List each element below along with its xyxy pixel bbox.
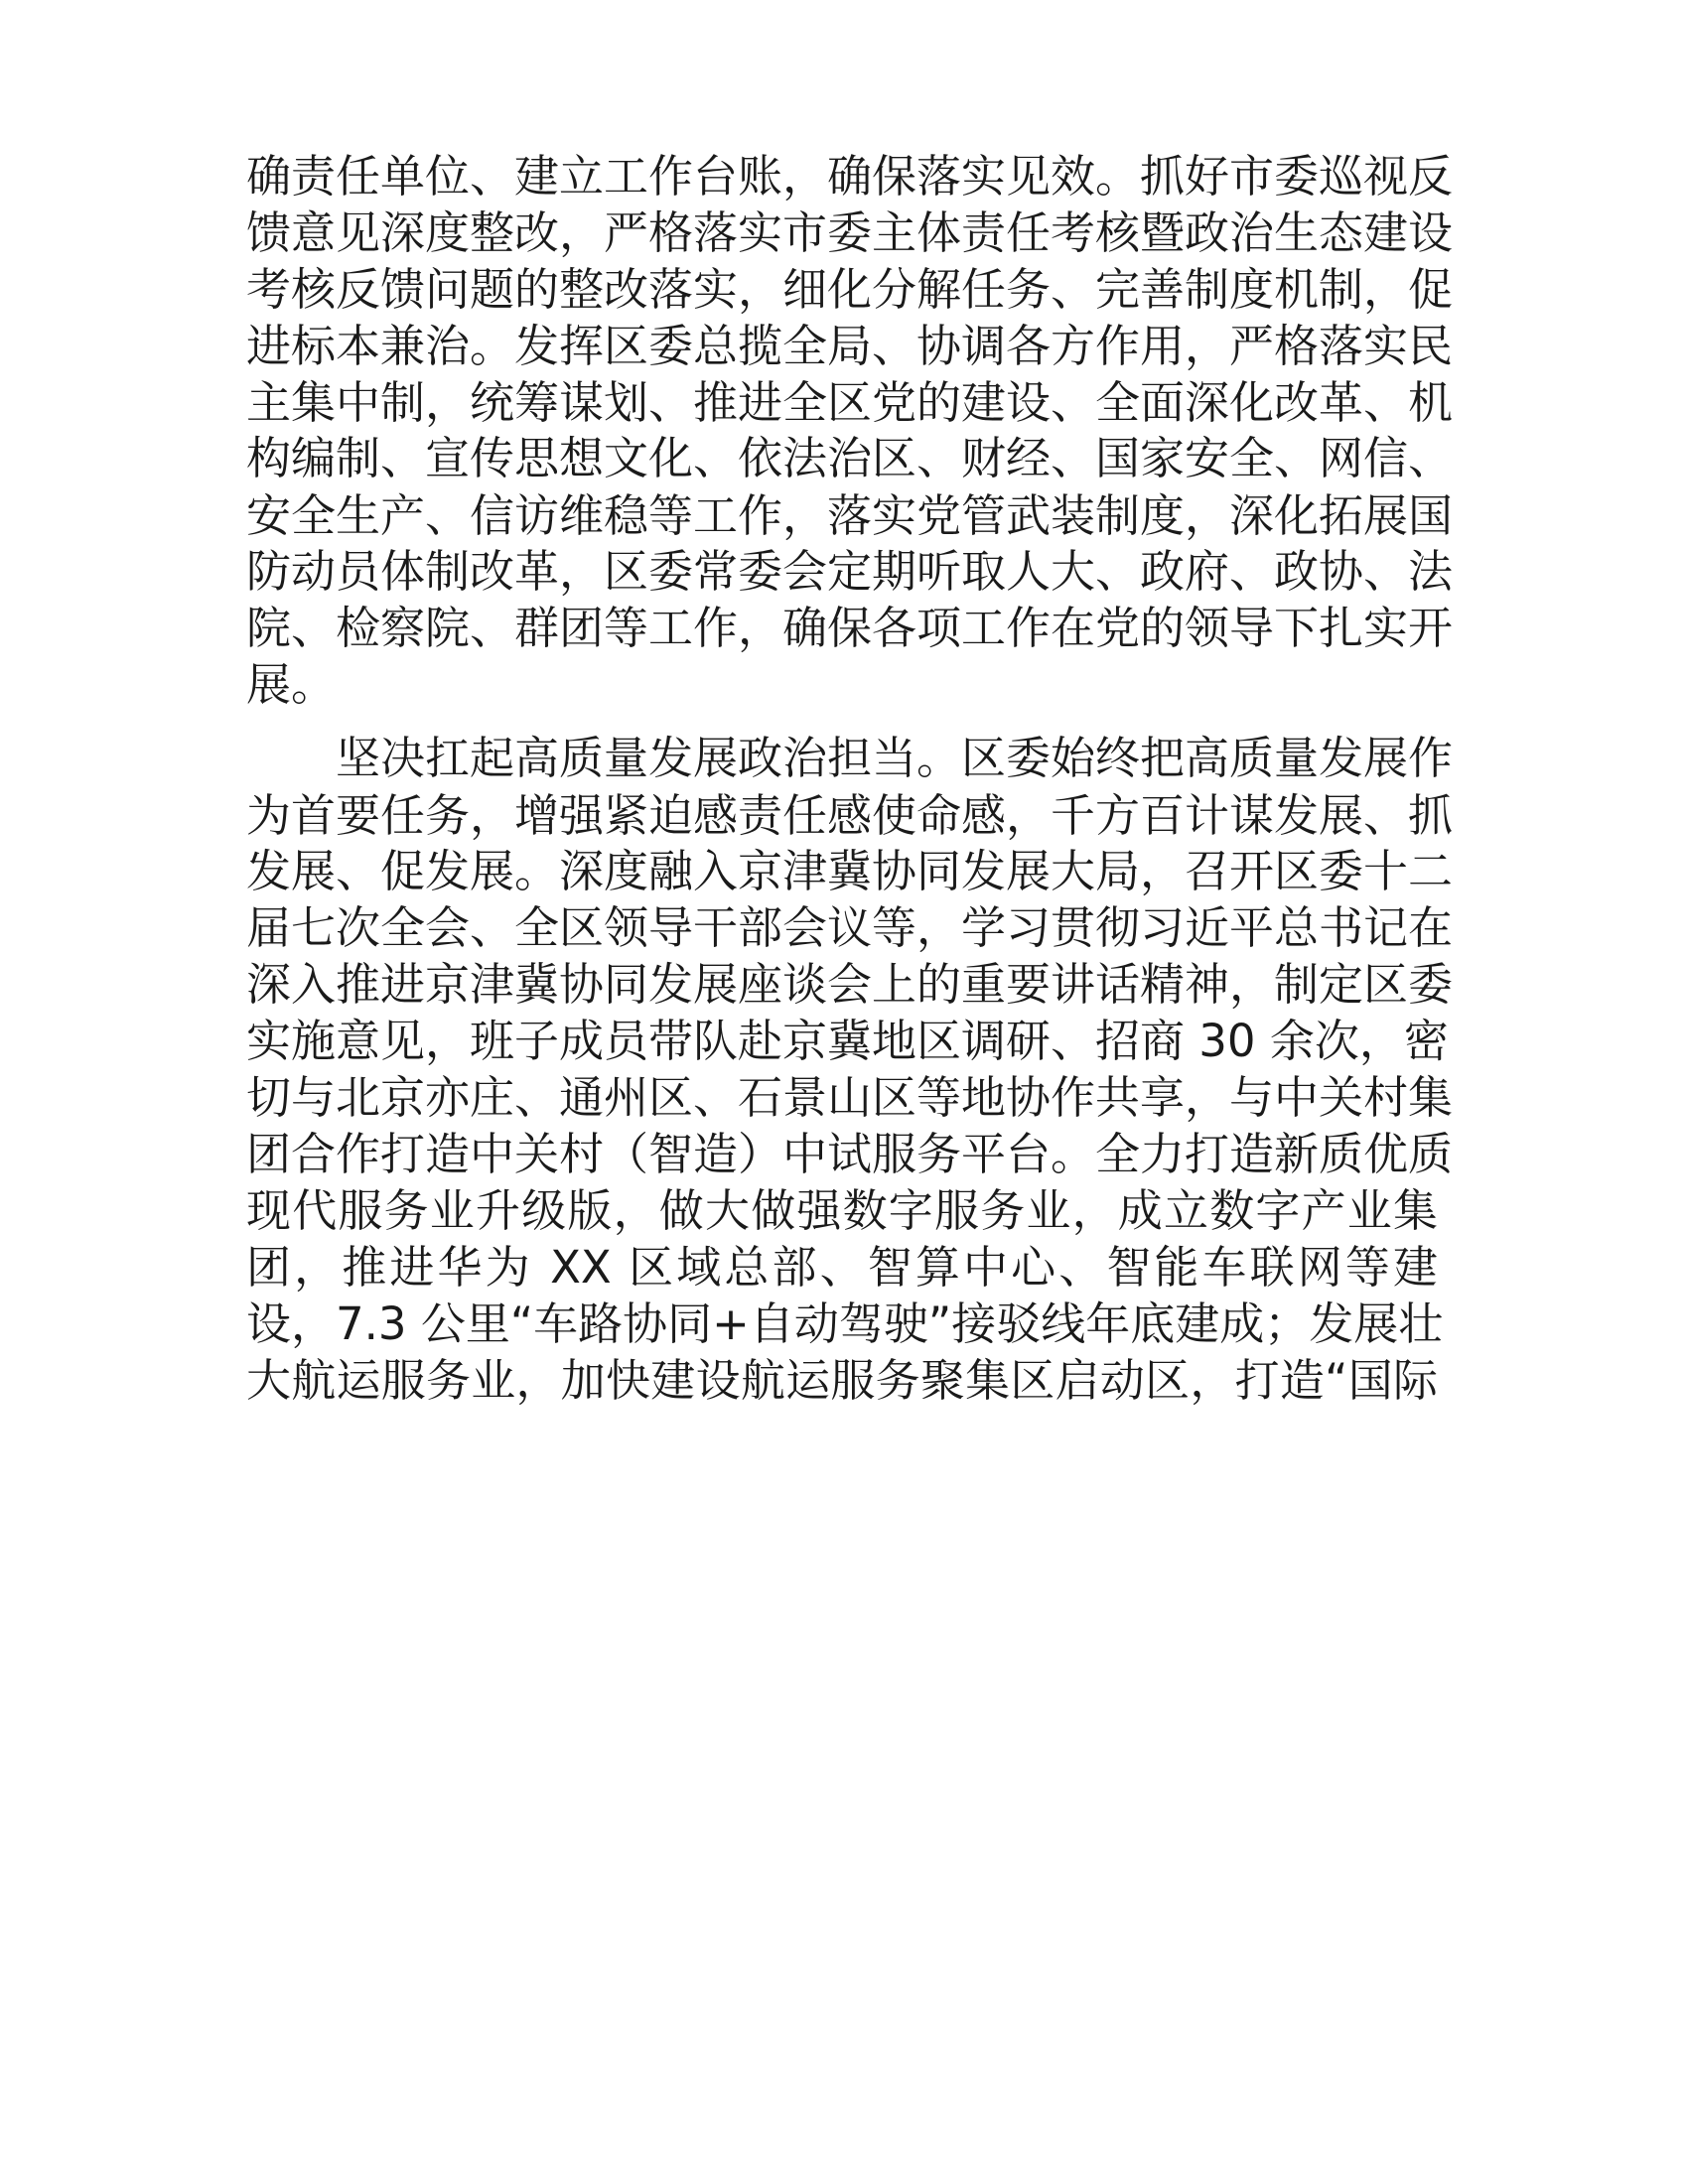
text-line: 馈意见深度整改，严格落实市委主体责任考核暨政治生态建设	[246, 206, 1454, 259]
text-line: 展。	[246, 658, 337, 711]
text-line: 现代服务业升级版，做大做强数字服务业，成立数字产业集	[246, 1184, 1438, 1237]
text-line: 确责任单位、建立工作台账，确保落实见效。抓好市委巡视反	[246, 150, 1454, 203]
text-line: 发展、促发展。深度融入京津冀协同发展大局，召开区委十二	[246, 845, 1454, 897]
text-line: 进标本兼治。发挥区委总揽全局、协调各方作用，严格落实民	[246, 320, 1454, 372]
text-line: 安全生产、信访维稳等工作，落实党管武装制度，深化拓展国	[246, 489, 1454, 542]
text-line: 主集中制，统筹谋划、推进全区党的建设、全面深化改革、机	[246, 376, 1454, 429]
text-line: 大航运服务业，加快建设航运服务聚集区启动区，打造“国际	[246, 1354, 1438, 1407]
text-line: 防动员体制改革，区委常委会定期听取人大、政府、政协、法	[246, 545, 1454, 598]
text-line: 团合作打造中关村（智造）中试服务平台。全力打造新质优质	[246, 1128, 1454, 1180]
paragraph-heading-line: 坚决扛起高质量发展政治担当。区委始终把高质量发展作	[336, 732, 1454, 784]
text-line: 考核反馈问题的整改落实，细化分解任务、完善制度机制，促	[246, 263, 1454, 316]
text-line: 届七次全会、全区领导干部会议等，学习贯彻习近平总书记在	[246, 901, 1454, 954]
text-line: 设，7.3 公里“车路协同+自动驾驶”接驳线年底建成；发展壮	[246, 1297, 1444, 1350]
text-line: 切与北京亦庄、通州区、石景山区等地协作共享，与中关村集	[246, 1071, 1454, 1124]
text-line: 实施意见，班子成员带队赴京冀地区调研、招商 30 余次，密	[246, 1015, 1449, 1067]
text-line: 团，推进华为 XX 区域总部、智算中心、智能车联网等建	[246, 1241, 1438, 1294]
text-line: 院、检察院、群团等工作，确保各项工作在党的领导下扎实开	[246, 602, 1454, 654]
text-line: 深入推进京津冀协同发展座谈会上的重要讲话精神，制定区委	[246, 958, 1454, 1011]
text-line: 为首要任务，增强紧迫感责任感使命感，千方百计谋发展、抓	[246, 789, 1454, 842]
text-line: 构编制、宣传思想文化、依法治区、财经、国家安全、网信、	[246, 432, 1454, 484]
